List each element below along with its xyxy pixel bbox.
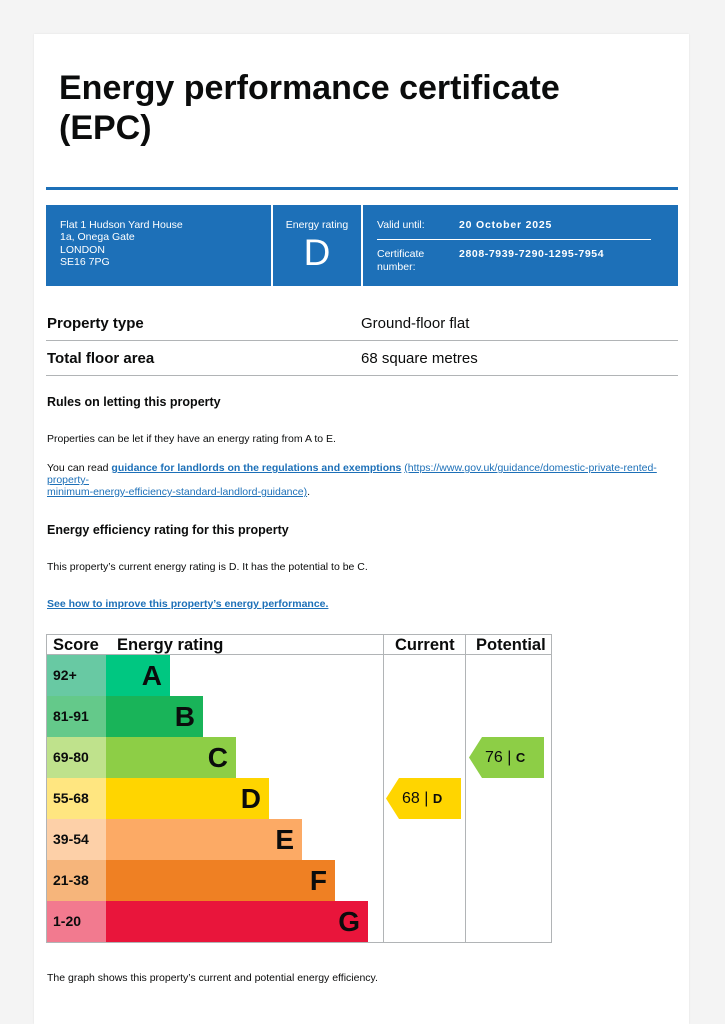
band-score-e: 39-54 xyxy=(47,819,106,860)
band-bar-a xyxy=(106,655,170,696)
current-rating-arrow-letter: D xyxy=(432,791,443,806)
band-bar-e xyxy=(106,819,302,860)
band-letter: D xyxy=(240,783,261,814)
band-score-d: 55-68 xyxy=(47,778,106,819)
band-letter: G xyxy=(338,906,360,937)
banner-divider xyxy=(361,205,363,286)
certificate-number-label: Certificate number: xyxy=(377,248,425,273)
band-letter: A xyxy=(141,660,162,691)
current-rating-arrow xyxy=(386,778,461,819)
energy-rating-letter: D xyxy=(303,232,331,273)
title-divider xyxy=(46,187,678,190)
improve-link-wrap xyxy=(47,598,667,610)
valid-until-label: Valid until: xyxy=(377,219,425,231)
address-line: SE16 7PG xyxy=(60,255,110,268)
floor-area-value: 68 square metres xyxy=(361,350,478,367)
letting-text: Properties can be let if they have an energy rating from A to E. xyxy=(47,433,336,445)
score-header: Score xyxy=(53,636,99,654)
address-line: LONDON xyxy=(60,243,105,256)
guidance-url[interactable]: minimum-energy-efficiency-standard-landlord-guidance) xyxy=(47,486,308,498)
page-title: Energy performance certificate (EPC) xyxy=(59,69,560,147)
summary-banner xyxy=(46,205,678,286)
potential-rating-arrow-letter: C xyxy=(515,750,526,765)
energy-rating-header: Energy rating xyxy=(117,636,224,654)
band-bar-f xyxy=(106,860,335,901)
band-letter: C xyxy=(207,742,228,773)
potential-rating-arrow xyxy=(469,737,544,778)
banner-separator xyxy=(377,239,651,240)
band-bar-g xyxy=(106,901,368,942)
property-address xyxy=(60,219,183,268)
current-rating-arrow-label xyxy=(402,778,442,819)
floor-area-row xyxy=(46,341,678,376)
efficiency-text: This property’s current energy rating is D. It has the potential to be C. xyxy=(47,561,368,573)
improve-performance-link[interactable]: See how to improve this property’s energy performance. xyxy=(47,598,329,610)
floor-area-label: Total floor area xyxy=(47,350,155,367)
band-letter: E xyxy=(275,824,294,855)
chart-caption: The graph shows this property’s current and potential energy efficiency. xyxy=(47,972,378,984)
guidance-suffix: . xyxy=(307,486,311,498)
band-bar-d xyxy=(106,778,269,819)
property-type-value: Ground-floor flat xyxy=(361,315,470,332)
potential-rating-arrow-value: 76 | xyxy=(485,749,516,766)
current-column-divider xyxy=(383,634,384,943)
address-line: Flat 1 Hudson Yard House xyxy=(60,219,183,231)
band-score-f: 21-38 xyxy=(47,860,106,901)
current-rating-arrow-value: 68 | xyxy=(402,790,433,807)
landlord-guidance-link[interactable]: guidance for landlords on the regulations and exemptions xyxy=(111,462,402,474)
band-letter: B xyxy=(174,701,195,732)
band-bar-b xyxy=(106,696,203,737)
band-score-c: 69-80 xyxy=(47,737,106,778)
property-type-label: Property type xyxy=(47,315,144,332)
current-header: Current xyxy=(395,636,455,654)
band-score-g: 1-20 xyxy=(47,901,106,942)
efficiency-heading: Energy efficiency rating for this property xyxy=(47,523,289,537)
valid-until-value: 20 October 2025 xyxy=(459,219,553,231)
letting-guidance xyxy=(47,462,667,498)
energy-rating-label: Energy rating xyxy=(285,219,349,231)
letting-heading: Rules on letting this property xyxy=(47,395,221,409)
guidance-prefix: You can read xyxy=(47,462,112,474)
energy-rating-chart xyxy=(46,634,552,943)
potential-column-divider xyxy=(465,634,466,943)
band-score-a: 92+ xyxy=(47,655,106,696)
potential-rating-arrow-label xyxy=(485,737,525,778)
certificate-number-value: 2808-7939-7290-1295-7954 xyxy=(459,248,605,260)
band-score-b: 81-91 xyxy=(47,696,106,737)
potential-header: Potential xyxy=(476,636,546,654)
address-line: 1a, Onega Gate xyxy=(60,231,135,244)
guidance-url[interactable]: (https://www.gov.uk/guidance/domestic-private-rented-property- xyxy=(47,462,657,486)
band-bar-c xyxy=(106,737,236,778)
band-letter: F xyxy=(309,865,327,896)
property-type-row xyxy=(46,306,678,341)
